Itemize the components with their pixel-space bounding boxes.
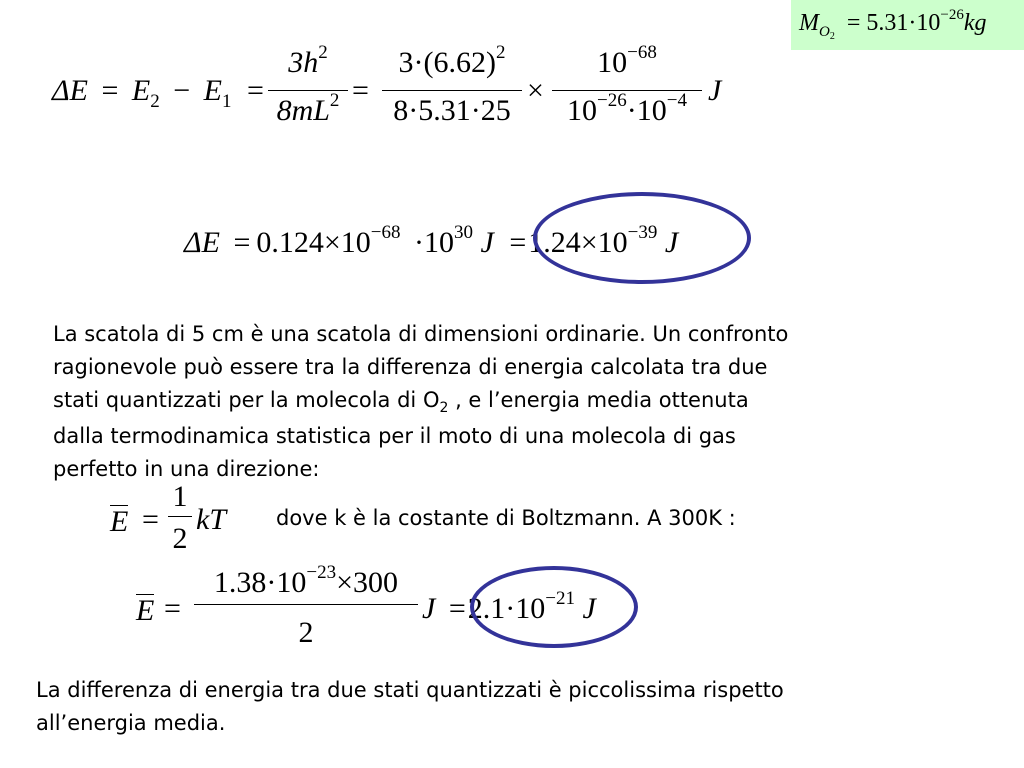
paragraph-comparison: La scatola di 5 cm è una scatola di dimensioni ordinarie. Un confronto ragionevole può essere tra la differenza di energia calcolata tra due stati quantizzati per la molecola di $O_2$ , e l’energia media ottenuta dalla termodinamica statistica per il moto di una molecola di gas perfetto in una direzione: — [53, 322, 789, 481]
eq4-fraction: $1.38\cdot 10^{-23}\times 300$ 2 — [194, 564, 418, 654]
eq1-lhs: $\Delta E = E_2 - E_1$ = — [52, 74, 264, 112]
eq3-fraction: 1 2 — [168, 480, 192, 560]
eq4-rhs: $J =2.1\cdot 10^{-21}$ J — [422, 588, 596, 625]
eq3-equals: = — [142, 503, 159, 536]
eq3-ebar: E — [110, 505, 129, 538]
eq1-times: × — [527, 74, 544, 107]
eq4-ebar: E — [136, 594, 155, 627]
eq1-fraction-1: $3h^2$ $8mL^2$ — [268, 40, 348, 140]
boltzmann-note: dove k è la costante di Boltzmann. A 300K : — [276, 506, 736, 530]
eq1-equals-2: = — [352, 74, 369, 107]
eq2: $\Delta E = 0.124\times 10^{-68} \cdot 10^{30}$ $J =1.24\times 10^{-39}$ J — [184, 222, 679, 259]
conclusion-paragraph: La differenza di energia tra due stati quantizzati è piccolissima rispetto all’energia media. — [36, 678, 784, 735]
eq1-fraction-2: $3\cdot(6.62)^2$ 8·5.31·25 — [382, 40, 522, 140]
mass-note-box — [791, 0, 1024, 50]
eq4-equals: = — [164, 592, 181, 625]
highlight-ellipse-1 — [533, 192, 751, 284]
eq1-fraction-3: $10^{-68}$ $10^{-26}\cdot 10^{-4}$ — [552, 40, 702, 140]
eq3-kt: kT — [196, 503, 226, 536]
highlight-ellipse-2 — [470, 566, 638, 648]
eq1-unit: J — [708, 74, 722, 107]
mass-formula: $M_{O2} = 5.31\cdot 10^{-26}kg$ — [799, 7, 987, 42]
